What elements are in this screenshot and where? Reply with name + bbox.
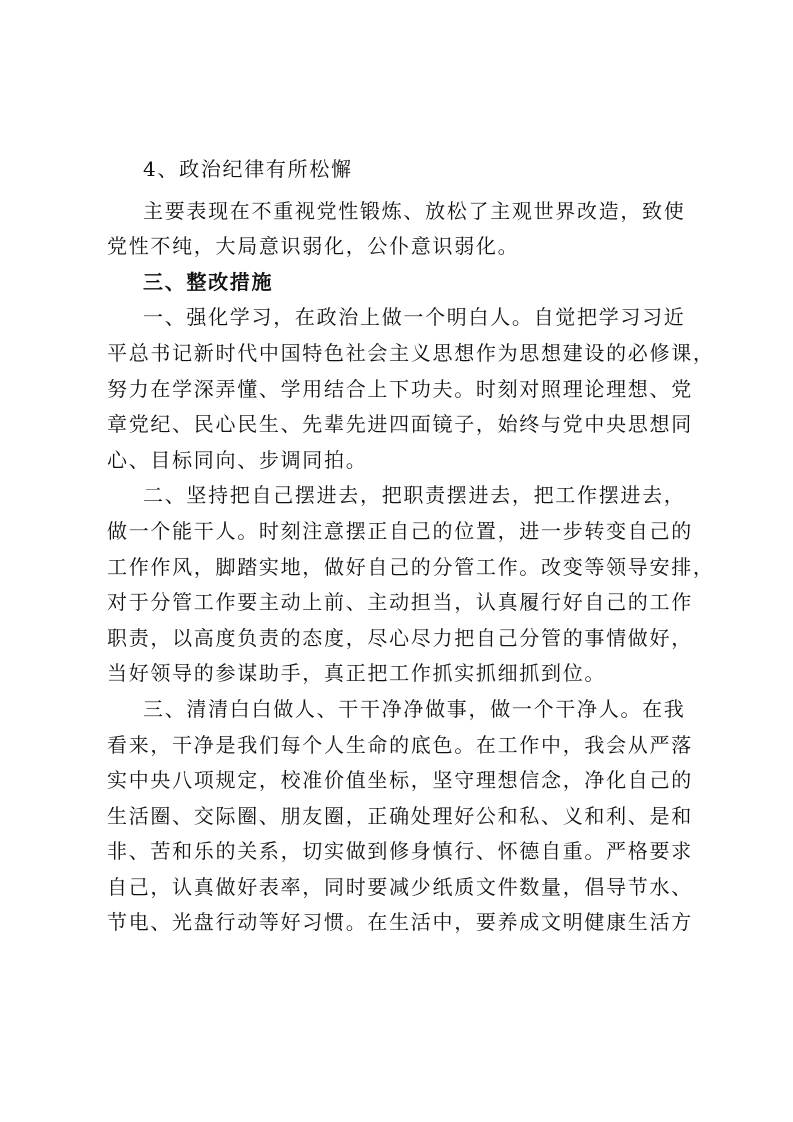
paragraph-line: 三、清清白白做人、干干净净做事，做一个干净人。在我 — [143, 696, 686, 721]
paragraph-line: 看来，干净是我们每个人生命的底色。在工作中，我会从严落 — [107, 732, 693, 757]
subheading-political-discipline: 4、政治纪律有所松懈 — [143, 157, 353, 181]
paragraph-line: 主要表现在不重视党性锻炼、放松了主观世界改造，致使 — [143, 198, 686, 223]
paragraph-line: 心、目标同向、步调同拍。 — [107, 447, 368, 472]
paragraph-line: 平总书记新时代中国特色社会主义思想作为思想建设的必修课， — [107, 340, 715, 365]
paragraph-line: 章党纪、民心民生、先辈先进四面镜子，始终与党中央思想同 — [107, 412, 693, 437]
section-heading-rectification: 三、整改措施 — [143, 269, 274, 294]
paragraph-line: 党性不纯，大局意识弱化，公仆意识弱化。 — [107, 234, 520, 259]
paragraph-line: 当好领导的参谋助手，真正把工作抓实抓细抓到位。 — [107, 661, 607, 686]
paragraph-line: 一、强化学习，在政治上做一个明白人。自觉把学习习近 — [143, 305, 686, 330]
paragraph-line: 努力在学深弄懂、学用结合上下功夫。时刻对照理论理想、党 — [107, 376, 693, 401]
document-page — [107, 152, 727, 941]
paragraph-line: 做一个能干人。时刻注意摆正自己的位置，进一步转变自己的 — [107, 518, 693, 543]
paragraph-line: 二、坚持把自己摆进去，把职责摆进去，把工作摆进去， — [143, 483, 686, 508]
paragraph-line: 工作作风，脚踏实地，做好自己的分管工作。改变等领导安排， — [107, 554, 715, 579]
paragraph-line: 自己，认真做好表率，同时要减少纸质文件数量，倡导节水、 — [107, 874, 693, 899]
paragraph-line: 非、苦和乐的关系，切实做到修身慎行、怀德自重。严格要求 — [107, 839, 693, 864]
paragraph-line: 生活圈、交际圈、朋友圈，正确处理好公和私、义和利、是和 — [107, 803, 693, 828]
paragraph-line: 对于分管工作要主动上前、主动担当，认真履行好自己的工作 — [107, 590, 693, 615]
paragraph-line: 节电、光盘行动等好习惯。在生活中，要养成文明健康生活方 — [107, 910, 693, 935]
paragraph-line: 实中央八项规定，校准价值坐标，坚守理想信念，净化自己的 — [107, 768, 693, 793]
paragraph-line: 职责，以高度负责的态度，尽心尽力把自己分管的事情做好， — [107, 625, 693, 650]
